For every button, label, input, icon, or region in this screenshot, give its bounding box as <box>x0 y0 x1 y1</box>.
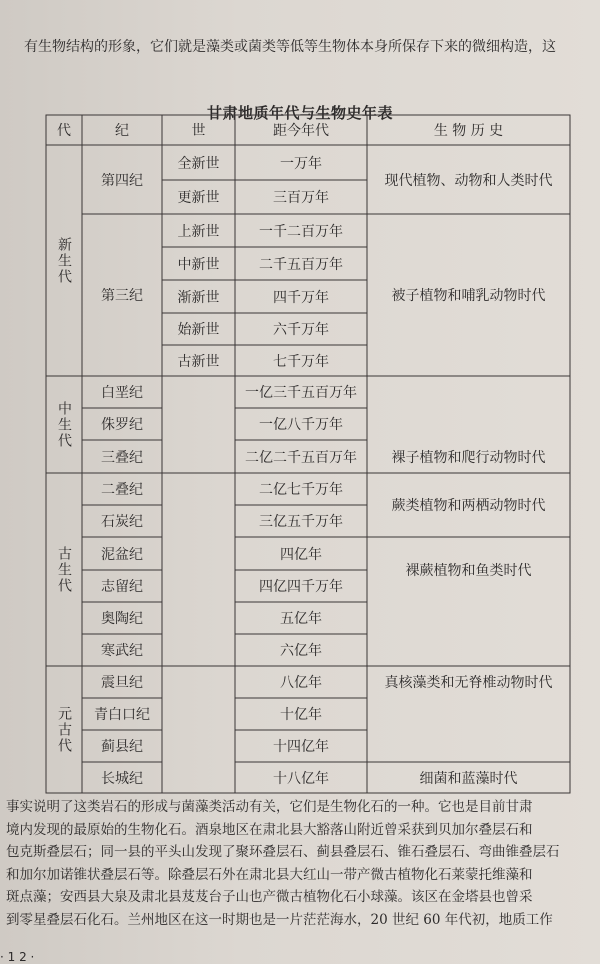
age-cell: 十八亿年 <box>273 770 329 787</box>
period-permian: 二叠纪 <box>101 482 143 498</box>
age-cell: 一万年 <box>280 155 322 172</box>
life-history-cell: 蕨类植物和两栖动物时代 <box>391 498 546 514</box>
period-changcheng: 长城纪 <box>101 770 143 787</box>
period-sinian: 震旦纪 <box>101 675 143 691</box>
life-history-cell: 现代植物、动物和人类时代 <box>384 172 553 189</box>
era-cenozoic: 新生代 <box>56 236 72 285</box>
life-history-cell: 裸子植物和爬行动物时代 <box>391 449 546 466</box>
body-line: 事实说明了这类岩石的形成与菌藻类活动有关，它们是生物化石的一种。它也是目前甘肃 <box>6 799 533 815</box>
age-cell: 一千二百万年 <box>259 223 343 240</box>
age-cell: 一亿八千万年 <box>259 417 343 433</box>
age-cell: 一亿三千五百万年 <box>245 385 357 401</box>
age-cell: 十四亿年 <box>273 739 329 755</box>
life-history-cell: 真核藻类和无脊椎动物时代 <box>384 675 553 691</box>
body-line: 境内发现的最原始的生物化石。酒泉地区在肃北县大豁落山附近曾采获到贝加尔叠层石和 <box>6 821 533 838</box>
age-cell: 二亿七千万年 <box>259 482 343 498</box>
life-history-cell: 细菌和蓝藻时代 <box>419 770 518 787</box>
era-mesozoic: 中生代 <box>56 400 72 449</box>
era-paleozoic: 古生代 <box>56 545 72 594</box>
epoch-eocene: 始新世 <box>177 322 220 338</box>
period-devonian: 泥盆纪 <box>101 546 143 563</box>
body-paragraph <box>6 796 600 931</box>
age-cell: 七千万年 <box>273 353 329 370</box>
age-cell: 六亿年 <box>280 643 322 659</box>
header-life-history: 生 物 历 史 <box>433 123 504 139</box>
epoch-holocene: 全新世 <box>177 155 220 172</box>
period-ordovician: 奥陶纪 <box>101 611 143 627</box>
age-cell: 四亿四千万年 <box>259 579 343 595</box>
age-cell: 四千万年 <box>273 289 329 306</box>
header-epoch: 世 <box>191 123 206 139</box>
period-tertiary: 第三纪 <box>101 288 143 304</box>
body-line: 到零星叠层石化石。兰州地区在这一时期也是一片茫茫海水，20 世纪 60 年代初，地质工作 <box>6 911 553 928</box>
epoch-pliocene: 上新世 <box>177 223 220 240</box>
header-era: 代 <box>57 123 71 139</box>
geologic-time-table <box>45 114 571 794</box>
era-proterozoic: 元古代 <box>56 705 72 754</box>
age-cell: 三亿五千万年 <box>259 514 343 530</box>
age-cell: 五亿年 <box>280 611 322 627</box>
age-cell: 四亿年 <box>280 546 322 563</box>
period-jixian: 蓟县纪 <box>101 739 143 755</box>
epoch-pleistocene: 更新世 <box>177 190 220 206</box>
table-caption: 甘肃地质年代与生物史年表 <box>206 104 393 122</box>
age-cell: 六千万年 <box>273 322 329 338</box>
intro-text: 有生物结构的形象，它们就是藻类或菌类等低等生物体本身所保存下来的微细构造，这 <box>24 39 556 55</box>
period-carboniferous: 石炭纪 <box>101 514 143 530</box>
body-line: 和加尔加诺锥状叠层石等。除叠层石外在肃北县大红山一带产微古植物化石莱蒙托维藻和 <box>6 866 533 883</box>
age-cell: 十亿年 <box>280 707 322 723</box>
body-line: 斑点藻；安西县大泉及肃北县芨芨台子山也产微古植物化石小球藻。该区在金塔县也曾采 <box>6 889 533 905</box>
period-triassic: 三叠纪 <box>101 449 143 466</box>
period-quaternary: 第四纪 <box>101 172 143 189</box>
body-line: 包克斯叠层石；同一县的平头山发现了聚环叠层石、蓟县叠层石、锥石叠层石、弯曲锥叠层石 <box>6 844 560 860</box>
period-silurian: 志留纪 <box>101 579 143 595</box>
page-number: · 1 2 · <box>0 950 35 964</box>
period-jurassic: 侏罗纪 <box>101 417 143 433</box>
epoch-oligocene: 渐新世 <box>177 289 220 306</box>
age-cell: 三百万年 <box>273 190 329 206</box>
life-history-cell: 被子植物和哺乳动物时代 <box>391 288 546 304</box>
period-qingbaikou: 青白口纪 <box>94 707 150 723</box>
header-age: 距今年代 <box>273 123 329 139</box>
life-history-cell: 裸蕨植物和鱼类时代 <box>405 562 532 579</box>
period-cretaceous: 白垩纪 <box>101 385 143 401</box>
age-cell: 二千五百万年 <box>259 256 343 273</box>
epoch-miocene: 中新世 <box>177 256 220 273</box>
period-cambrian: 寒武纪 <box>101 643 143 659</box>
age-cell: 二亿二千五百万年 <box>245 449 357 466</box>
header-period: 纪 <box>115 123 129 139</box>
age-cell: 八亿年 <box>280 675 322 691</box>
epoch-paleocene: 古新世 <box>177 353 220 370</box>
